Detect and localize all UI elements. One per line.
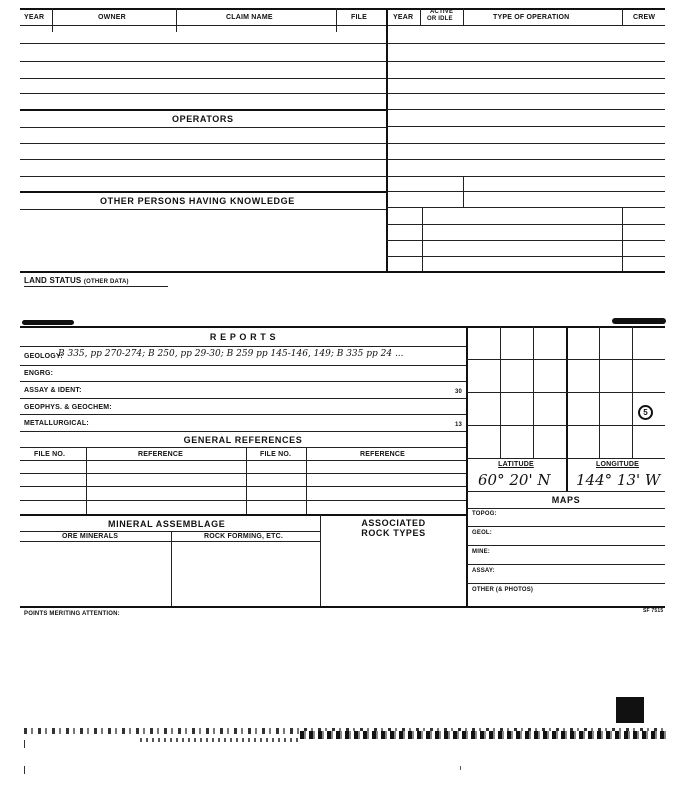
report-row-line [20,414,466,415]
report-label-assay: ASSAY & IDENT: [24,387,82,394]
maps-row-line [467,564,665,565]
rock-types-header: ROCK TYPES [361,528,426,538]
right-row-line [387,43,665,44]
operators-top-rule [20,109,386,111]
right-row-line [387,143,665,144]
report-label-metallurgical: METALLURGICAL: [24,420,89,427]
coords-bottom-rule [467,491,665,492]
left-row-line [20,143,386,144]
scan-block-artifact [616,697,644,723]
maps-row-line [467,583,665,584]
associated-header: ASSOCIATED [361,518,426,528]
report-row-line [20,381,466,382]
mineral-sub-rule [20,541,320,542]
reports-title-rule [20,346,466,347]
points-meriting-attention: POINTS MERITING ATTENTION: [24,611,120,617]
maps-topog: TOPOG: [472,511,497,517]
report-label-geology: GEOLOGY: [24,353,63,360]
divider-owner-claim [176,8,177,32]
other-persons-heading: OTHER PERSONS HAVING KNOWLEDGE [100,196,295,206]
left-row-line [20,43,386,44]
scan-noise-band [140,738,300,742]
report-row-line [20,431,466,432]
right-row-line [387,159,665,160]
grid-row [467,458,665,459]
longitude-value: 144° 13' W [576,471,661,489]
top-border [20,8,665,10]
latitude-value: 60° 20' N [478,471,551,489]
maps-title: MAPS [551,495,581,505]
maps-other: OTHER (& PHOTOS) [472,587,534,593]
right-row-line [387,256,665,257]
gr-bottom-rule [20,514,466,516]
left-row-line [20,61,386,62]
divider-year-owner [52,8,53,32]
divider-active-type [463,8,464,26]
left-row-line [20,78,386,79]
divider-year-active [420,8,421,26]
right-inner-divider [622,207,623,271]
gr-col-divider [86,447,87,514]
left-row-line [20,176,386,177]
maps-title-rule [467,508,665,509]
maps-row-line [467,526,665,527]
reports-title: R E P O R T S [209,332,277,342]
header-claim-name: CLAIM NAME [226,14,273,21]
operators-heading: OPERATORS [172,114,234,124]
maps-assay: ASSAY: [472,568,495,574]
scan-speck [460,766,461,770]
right-row-line [387,126,665,127]
gr-col-divider [306,447,307,514]
header-year: YEAR [24,14,45,21]
right-row-line [387,78,665,79]
report-value-geology: B 335, pp 270-274; B 250, pp 29-30; B 259 pp 145-146, 149; B 335 pp 24 ... [58,349,404,359]
divider-type-crew [622,8,623,26]
right-row-line [387,109,665,110]
maps-geol: GEOL: [472,530,492,536]
divider-left-right [386,8,388,271]
gr-header-reference-2: REFERENCE [360,451,405,458]
scan-smudge-left [22,320,74,325]
gr-header-reference-1: REFERENCE [138,451,183,458]
right-inner-divider [463,176,464,207]
grid-circle-mark: 5 [638,405,653,420]
scan-speck [24,740,25,748]
top-table-bottom-rule [20,271,665,273]
land-status-label [24,276,129,285]
grid-row [467,392,665,393]
header-owner: OWNER [98,14,126,21]
mineral-title-rule [20,531,320,532]
header-active: ACTIVE [430,9,454,15]
maps-mine: MINE: [472,549,490,555]
report-num-metallurgical: 13 [455,422,463,428]
mineral-col-divider [171,531,172,606]
header-bottom-rule [20,25,665,26]
general-references-title: GENERAL REFERENCES [183,435,303,445]
scan-noise-band [300,731,666,739]
ore-minerals-header: ORE MINERALS [62,533,119,540]
scan-speck [24,766,25,774]
right-inner-divider [422,207,423,271]
maps-row-line [467,545,665,546]
reports-bottom-rule [20,606,665,608]
land-status-underline [24,286,168,287]
right-row-line [387,176,665,177]
report-label-geophys: GEOPHYS. & GEOCHEM: [24,404,112,411]
grid-row [467,425,665,426]
report-row-line [20,398,466,399]
header-crew: CREW [633,14,656,21]
left-row-line [20,159,386,160]
other-persons-top-rule [20,191,386,193]
header-file: FILE [351,14,367,21]
right-row-line [387,224,665,225]
divider-claim-file [336,8,337,32]
right-row-line [387,240,665,241]
land-status-sub: (OTHER DATA) [83,279,129,285]
land-status-title: LAND STATUS [24,276,82,285]
mineral-assemblage-title: MINERAL ASSEMBLAGE [108,519,226,529]
right-row-line [387,93,665,94]
header-or-idle: OR IDLE [427,16,453,22]
scan-smudge-right [612,318,666,324]
right-row-line [387,191,665,192]
latitude-label: LATITUDE [498,461,534,468]
left-row-line [20,93,386,94]
gr-col-divider [246,447,247,514]
report-label-engrg: ENGRG: [24,370,54,377]
operators-bottom-rule [20,127,386,128]
longitude-label: LONGITUDE [595,461,640,468]
header-year-right: YEAR [393,14,414,21]
report-num-assay: 30 [455,389,463,395]
header-type-of-operation: TYPE OF OPERATION [493,14,570,21]
reports-top-rule [20,326,665,328]
other-persons-bottom-rule [20,209,386,210]
gr-header-file-no-2: FILE NO. [260,451,292,458]
rock-forming-header: ROCK FORMING, ETC. [204,533,284,540]
gr-header-file-no-1: FILE NO. [34,451,66,458]
grid-col-center [566,326,568,491]
right-row-line [387,61,665,62]
right-row-line [387,207,665,208]
grid-row [467,359,665,360]
form-number: SF 7515 [643,608,664,614]
report-row-line [20,365,466,366]
